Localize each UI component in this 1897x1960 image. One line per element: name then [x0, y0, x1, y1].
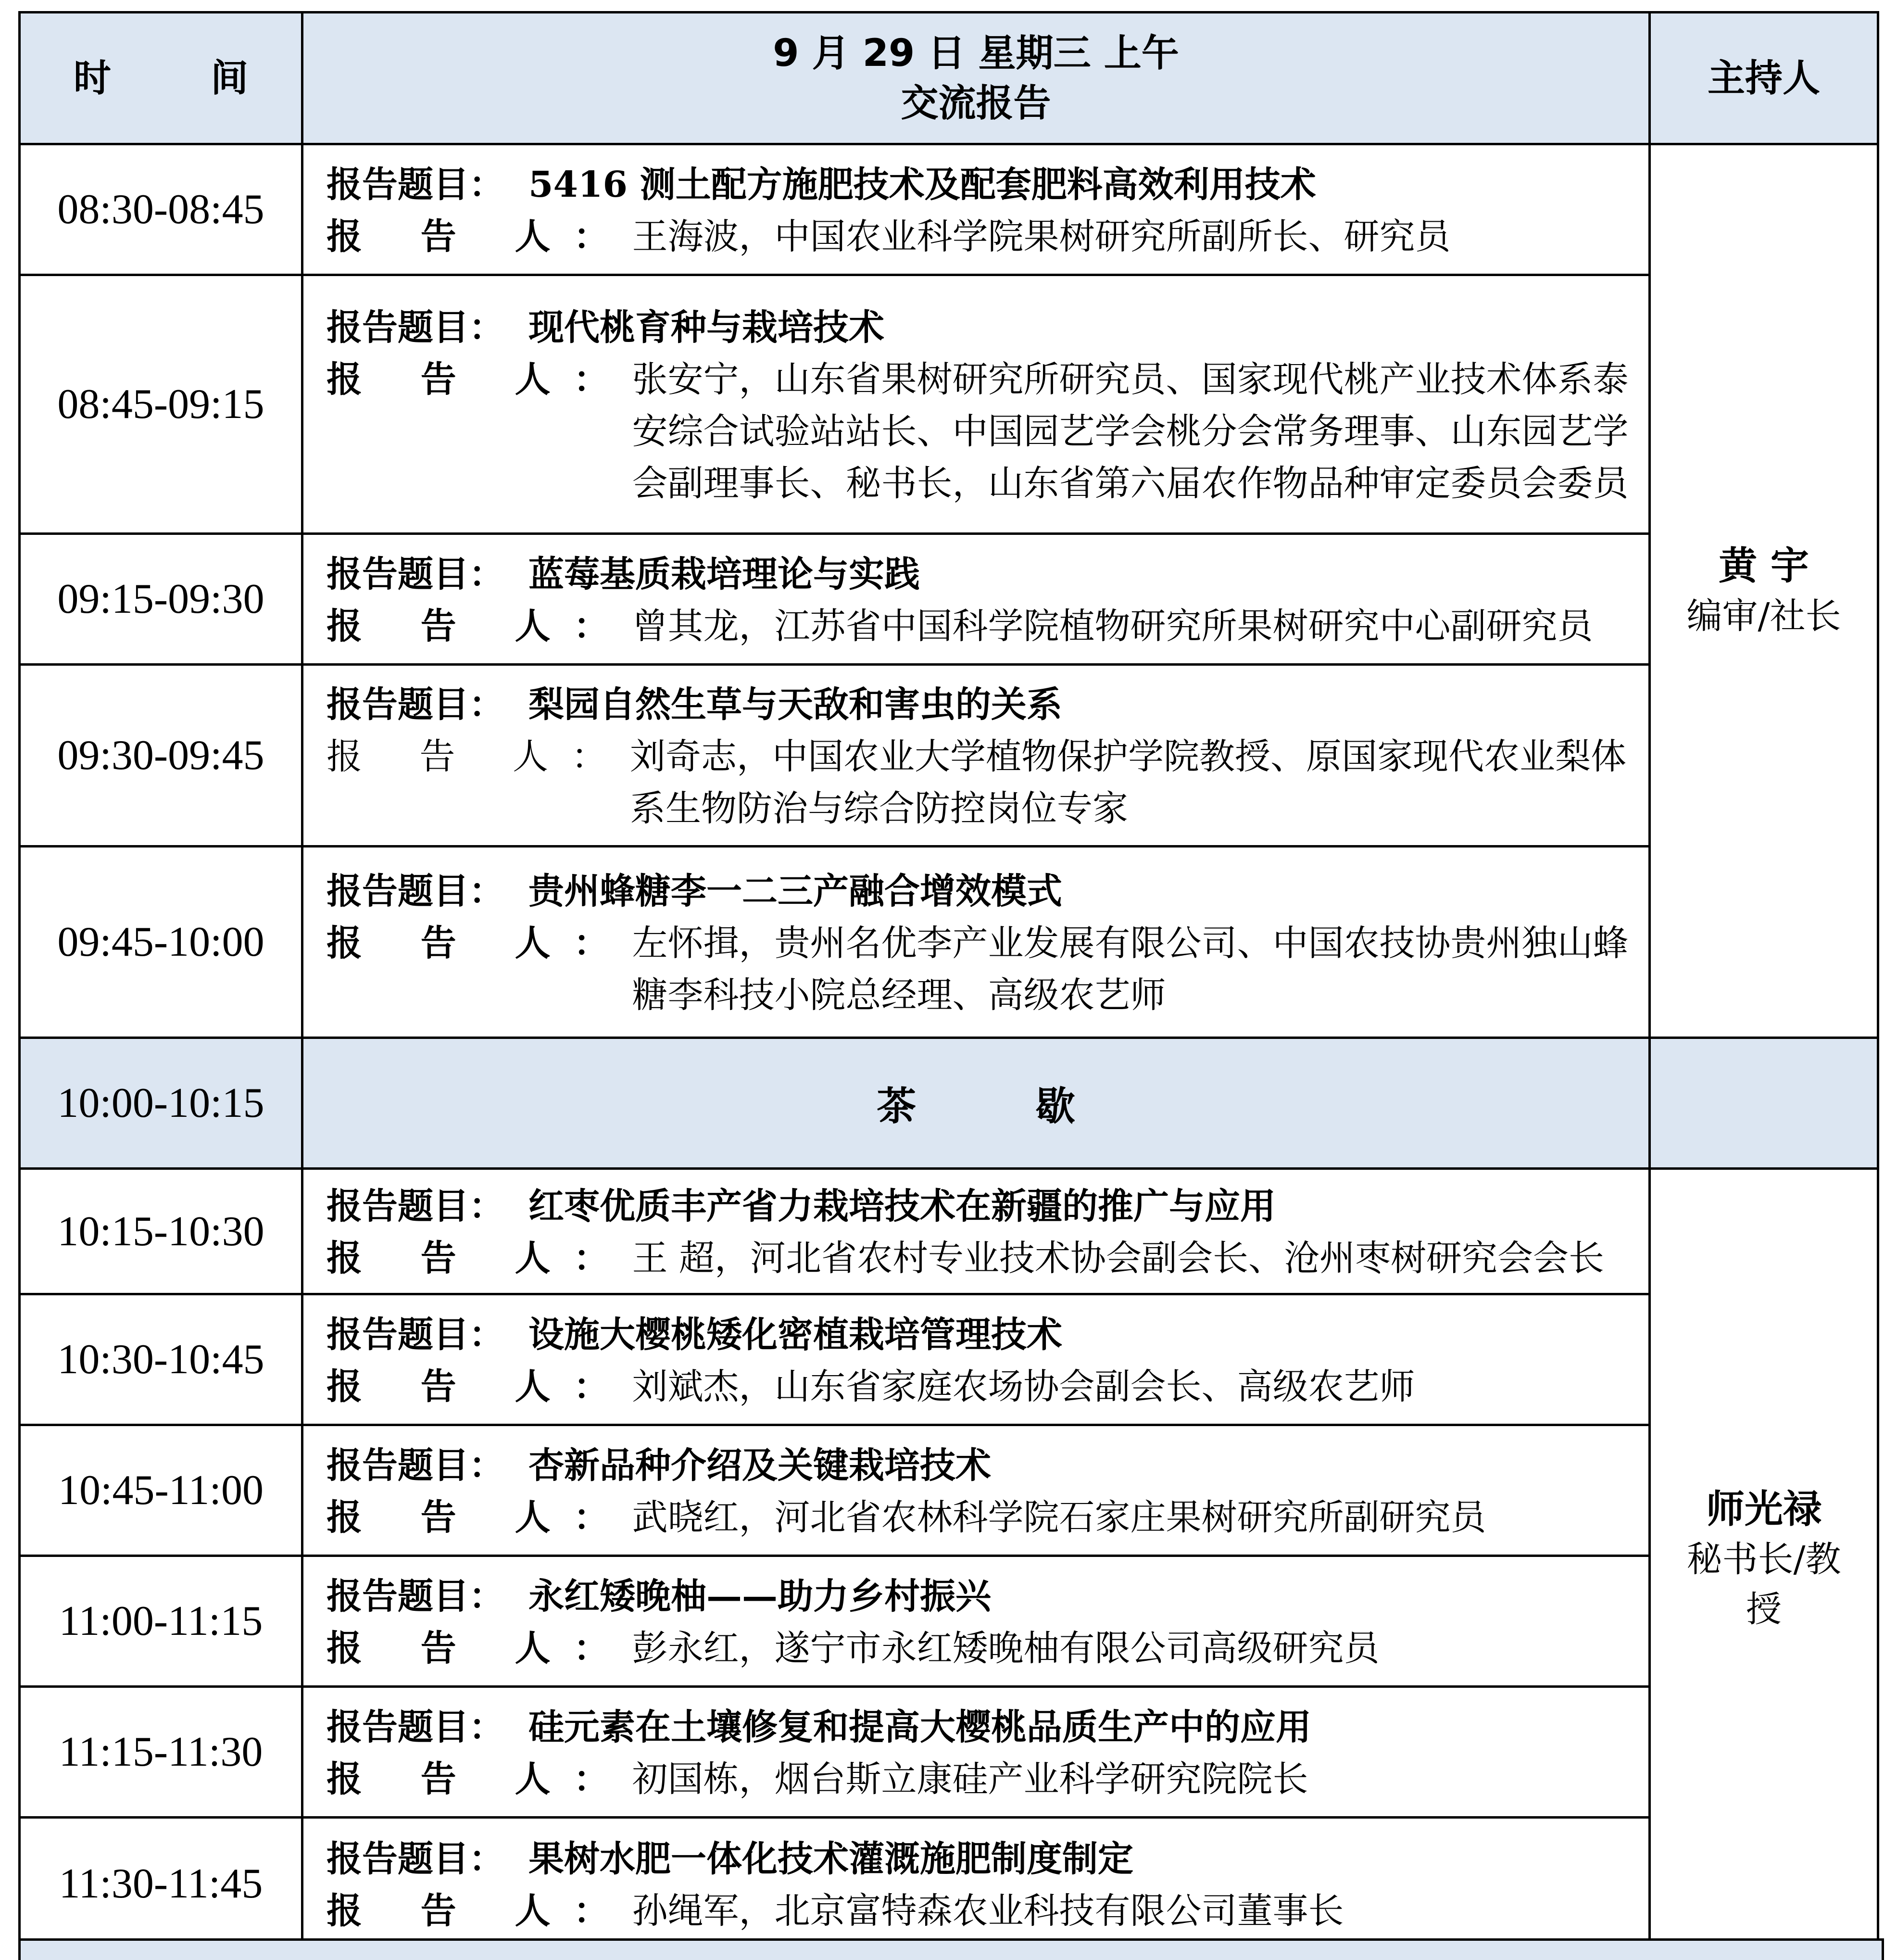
talk-topic: 设施大樱桃矮化密植栽培管理技术 [528, 1314, 1062, 1355]
host-cell [1650, 144, 1878, 1038]
talk-topic: 永红矮晚柚——助力乡村振兴 [528, 1575, 991, 1617]
topic-label: 报告题目： [327, 870, 504, 912]
talk-speaker: 刘斌杰，山东省家庭农场协会副会长、高级农艺师 [632, 1366, 1415, 1407]
host-title: 秘书长/教授 [1686, 1539, 1841, 1630]
talk-details [302, 1169, 1650, 1294]
talk-speaker: 张安宁，山东省果树研究所研究员、国家现代桃产业技术体系泰安综合试验站站长、中国园艺学会桃分会常务理事、山东园艺学会副理事长、秘书长，山东省第六届农作物品种审定委员会委员 [632, 358, 1629, 504]
talk-details [302, 275, 1650, 534]
speaker-label: 报 告 人： [327, 1890, 632, 1932]
talk-details [302, 1294, 1650, 1425]
tea-break-time: 10:00-10:15 [20, 1038, 302, 1169]
talk-time: 11:15-11:30 [20, 1687, 302, 1818]
talk-row [20, 275, 1878, 534]
talk-speaker: 曾其龙，江苏省中国科学院植物研究所果树研究中心副研究员 [632, 605, 1593, 647]
talk-time: 10:45-11:00 [20, 1425, 302, 1556]
topic-label: 报告题目： [327, 1186, 504, 1227]
tea-break-row [20, 1038, 1878, 1169]
topic-label: 报告题目： [327, 306, 504, 348]
talk-topic: 蓝莓基质栽培理论与实践 [528, 553, 920, 595]
talk-topic: 硅元素在土壤修复和提高大樱桃品质生产中的应用 [528, 1706, 1311, 1748]
talk-row [20, 1294, 1878, 1425]
talk-row [20, 1556, 1878, 1687]
talk-time: 10:30-10:45 [20, 1294, 302, 1425]
talk-details [302, 1425, 1650, 1556]
talk-speaker: 王海波，中国农业科学院果树研究所副所长、研究员 [632, 215, 1451, 257]
speaker-label: 报 告 人： [327, 605, 632, 647]
topic-label: 报告题目： [327, 1838, 504, 1880]
talk-time: 10:15-10:30 [20, 1169, 302, 1294]
talk-details [302, 534, 1650, 665]
talk-details [302, 665, 1650, 847]
talk-details [302, 847, 1650, 1038]
talk-time: 11:30-11:45 [20, 1818, 302, 1950]
topic-label: 报告题目： [327, 553, 504, 595]
talk-speaker: 初国栋，烟台斯立康硅产业科学研究院院长 [632, 1758, 1308, 1800]
talk-row [20, 665, 1878, 847]
topic-label: 报告题目： [327, 1444, 504, 1486]
speaker-label: 报 告 人： [327, 358, 632, 400]
next-session-header-strip [18, 1938, 1884, 1960]
talk-details [302, 144, 1650, 275]
speaker-label: 报 告 人： [327, 1238, 632, 1279]
speaker-label: 报 告 人： [327, 735, 630, 777]
talk-time: 11:00-11:15 [20, 1556, 302, 1687]
talk-speaker: 孙绳军，北京富特森农业科技有限公司董事长 [632, 1890, 1344, 1932]
speaker-label: 报 告 人： [327, 1627, 632, 1669]
topic-label: 报告题目： [327, 164, 504, 205]
talk-speaker: 武晓红，河北省农林科学院石家庄果树研究所副研究员 [632, 1496, 1486, 1538]
host-title: 编审/社长 [1686, 595, 1841, 637]
talk-details [302, 1556, 1650, 1687]
talk-speaker: 王 超，河北省农村专业技术协会副会长、沧州枣树研究会会长 [632, 1238, 1605, 1279]
talk-row [20, 1687, 1878, 1818]
talk-topic: 梨园自然生草与天敌和害虫的关系 [528, 683, 1062, 725]
speaker-label: 报 告 人： [327, 1496, 632, 1538]
time-column-header: 时 间 [20, 13, 302, 144]
talk-row [20, 534, 1878, 665]
host-cell [1650, 1169, 1878, 1950]
topic-label: 报告题目： [327, 683, 504, 725]
speaker-label: 报 告 人： [327, 215, 632, 257]
talk-topic: 5416 测土配方施肥技术及配套肥料高效利用技术 [528, 164, 1316, 205]
host-name: 黄 宇 [1719, 543, 1809, 588]
talk-time: 08:45-09:15 [20, 275, 302, 534]
talk-topic: 红枣优质丰产省力栽培技术在新疆的推广与应用 [528, 1186, 1276, 1227]
header-row [20, 13, 1878, 144]
talk-speaker: 左怀揖，贵州名优李产业发展有限公司、中国农技协贵州独山蜂糖李科技小院总经理、高级农艺师 [632, 922, 1629, 1016]
talk-time: 09:45-10:00 [20, 847, 302, 1038]
talk-time: 09:15-09:30 [20, 534, 302, 665]
host-column-header: 主持人 [1650, 13, 1878, 144]
talk-topic: 杏新品种介绍及关键栽培技术 [528, 1444, 991, 1486]
session-header [302, 13, 1650, 144]
talk-row [20, 1818, 1878, 1950]
talk-speaker: 彭永红，遂宁市永红矮晚柚有限公司高级研究员 [632, 1627, 1380, 1669]
talk-speaker: 刘奇志，中国农业大学植物保护学院教授、原国家现代农业梨体系生物防治与综合防控岗位专家 [630, 735, 1627, 829]
topic-label: 报告题目： [327, 1706, 504, 1748]
schedule-table [18, 11, 1879, 1951]
talk-topic: 果树水肥一体化技术灌溉施肥制度制定 [528, 1838, 1133, 1880]
talk-details [302, 1687, 1650, 1818]
speaker-label: 报 告 人： [327, 922, 632, 964]
talk-row [20, 144, 1878, 275]
speaker-label: 报 告 人： [327, 1758, 632, 1800]
host-name: 师光禄 [1706, 1487, 1822, 1531]
talk-time: 09:30-09:45 [20, 665, 302, 847]
speaker-label: 报 告 人： [327, 1366, 632, 1407]
talk-row [20, 1425, 1878, 1556]
tea-break-label: 茶 歇 [302, 1038, 1650, 1169]
topic-label: 报告题目： [327, 1314, 504, 1355]
tea-break-host-cell [1650, 1038, 1878, 1169]
talk-topic: 贵州蜂糖李一二三产融合增效模式 [528, 870, 1062, 912]
talk-time: 08:30-08:45 [20, 144, 302, 275]
talk-details [302, 1818, 1650, 1950]
topic-label: 报告题目： [327, 1575, 504, 1617]
talk-row [20, 847, 1878, 1038]
talk-row [20, 1169, 1878, 1294]
session-title: 交流报告 [901, 81, 1051, 125]
session-date: 9 月 29 日 星期三 上午 [773, 31, 1179, 75]
talk-topic: 现代桃育种与栽培技术 [528, 306, 884, 348]
